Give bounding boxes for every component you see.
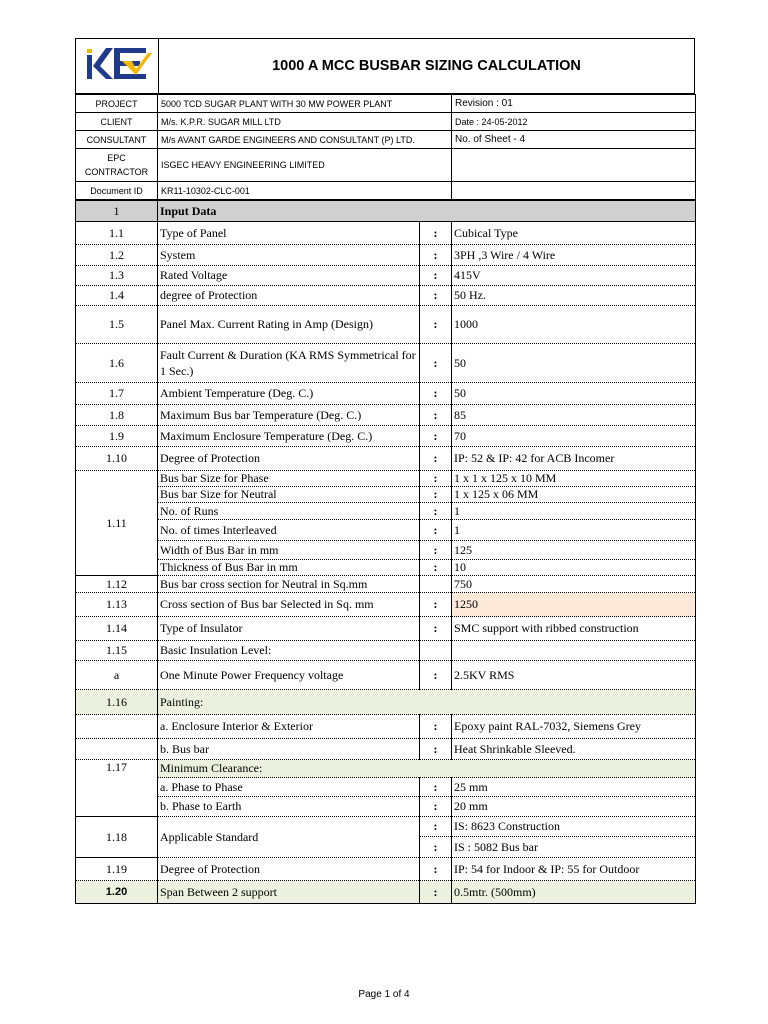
row-number: 1.18: [76, 817, 158, 858]
meta-empty-cell: [452, 182, 696, 200]
row-parameter: Applicable Standard: [158, 817, 420, 858]
epc-label: EPC CONTRACTOR: [76, 149, 158, 182]
row-number: 1.4: [76, 286, 158, 306]
row-parameter: Basic Insulation Level:: [158, 641, 420, 661]
row-parameter: Span Between 2 support: [158, 881, 420, 904]
row-colon: :: [420, 541, 452, 560]
meta-row-project: [76, 95, 696, 113]
row-value: 50 Hz.: [452, 286, 696, 306]
row-parameter: Panel Max. Current Rating in Amp (Design): [158, 306, 420, 344]
table-row: [76, 858, 696, 881]
row-parameter: Painting:: [158, 690, 696, 715]
row-value: 1: [452, 503, 696, 520]
row-parameter: Fault Current & Duration (KA RMS Symmetrical for 1 Sec.): [158, 344, 420, 383]
row-value: 125: [452, 541, 696, 560]
table-row: [76, 426, 696, 447]
row-value: 3PH ,3 Wire / 4 Wire: [452, 245, 696, 266]
table-row: [76, 641, 696, 661]
row-number: 1.10: [76, 447, 158, 471]
row-value: Heat Shrinkable Sleeved.: [452, 739, 696, 760]
row-value-highlighted: 1250: [452, 593, 696, 617]
row-number: 1.17: [76, 760, 158, 817]
date-text: Date : 24-05-2012: [452, 113, 696, 131]
row-number: 1.1: [76, 222, 158, 245]
row-colon: :: [420, 817, 452, 837]
meta-row-consultant: [76, 131, 696, 149]
row-number: 1.15: [76, 641, 158, 661]
row-colon: :: [420, 286, 452, 306]
row-colon: :: [420, 471, 452, 487]
table-row: [76, 593, 696, 617]
page-number: Page 1 of 4: [358, 989, 410, 1000]
row-parameter: degree of Protection: [158, 286, 420, 306]
input-data-table: [75, 200, 696, 904]
client-label: CLIENT: [76, 113, 158, 131]
row-number: 1.16: [76, 690, 158, 715]
row-colon: :: [420, 881, 452, 904]
company-logo: [76, 39, 159, 93]
row-parameter: Rated Voltage: [158, 266, 420, 286]
row-value: 0.5mtr. (500mm): [452, 881, 696, 904]
table-row: [76, 503, 696, 520]
row-number: 1.19: [76, 858, 158, 881]
row-colon: :: [420, 266, 452, 286]
row-number: 1.13: [76, 593, 158, 617]
row-value-empty: [452, 641, 696, 661]
row-value: 2.5KV RMS: [452, 661, 696, 690]
table-row: [76, 778, 696, 797]
row-value: Cubical Type: [452, 222, 696, 245]
row-colon: :: [420, 778, 452, 797]
row-number: 1.12: [76, 576, 158, 593]
table-row: [76, 690, 696, 715]
row-parameter: b. Bus bar: [158, 739, 420, 760]
table-row: [76, 266, 696, 286]
row-colon: :: [420, 560, 452, 576]
row-parameter: Degree of Protection: [158, 858, 420, 881]
row-value: 750: [452, 576, 696, 593]
row-parameter: Bus bar Size for Phase: [158, 471, 420, 487]
row-colon: :: [420, 715, 452, 739]
row-value: 415V: [452, 266, 696, 286]
row-parameter: System: [158, 245, 420, 266]
row-colon-empty: [420, 576, 452, 593]
row-value: 20 mm: [452, 797, 696, 817]
row-number: 1.9: [76, 426, 158, 447]
meta-empty-cell: [452, 149, 696, 182]
row-parameter: b. Phase to Earth: [158, 797, 420, 817]
row-parameter: a. Phase to Phase: [158, 778, 420, 797]
row-value: 1 x 125 x 06 MM: [452, 487, 696, 503]
row-value: 1: [452, 520, 696, 541]
table-row: [76, 715, 696, 739]
document-title: 1000 A MCC BUSBAR SIZING CALCULATION: [272, 58, 581, 74]
section-number: 1: [76, 201, 158, 222]
row-parameter: One Minute Power Frequency voltage: [158, 661, 420, 690]
row-colon: :: [420, 661, 452, 690]
document-header: [75, 38, 695, 94]
meta-row-docid: [76, 182, 696, 200]
client-value: M/s. K.P.R. SUGAR MILL LTD: [158, 113, 452, 131]
row-number: 1.14: [76, 617, 158, 641]
row-value: IP: 54 for Indoor & IP: 55 for Outdoor: [452, 858, 696, 881]
row-number: 1.11: [76, 471, 158, 576]
row-parameter: Type of Panel: [158, 222, 420, 245]
row-colon: :: [420, 837, 452, 858]
row-value: 50: [452, 344, 696, 383]
table-row: [76, 383, 696, 405]
consultant-label: CONSULTANT: [76, 131, 158, 149]
row-number: 1.8: [76, 405, 158, 426]
epc-value: ISGEC HEAVY ENGINEERING LIMITED: [158, 149, 452, 182]
consultant-value: M/s AVANT GARDE ENGINEERS AND CONSULTANT (P) LTD.: [158, 131, 452, 149]
table-row: [76, 797, 696, 817]
row-value: 50: [452, 383, 696, 405]
table-row: [76, 306, 696, 344]
row-parameter: Thickness of Bus Bar in mm: [158, 560, 420, 576]
row-number: 1.5: [76, 306, 158, 344]
row-parameter: Minimum Clearance:: [158, 760, 696, 778]
row-colon: :: [420, 222, 452, 245]
row-number: a: [76, 661, 158, 690]
row-value: 1000: [452, 306, 696, 344]
project-meta-table: [75, 94, 696, 200]
table-row: [76, 760, 696, 778]
row-number: 1.7: [76, 383, 158, 405]
revision-text: Revision : 01: [452, 95, 696, 113]
row-value: 70: [452, 426, 696, 447]
row-colon: :: [420, 617, 452, 641]
table-row: [76, 881, 696, 904]
row-value: 10: [452, 560, 696, 576]
table-row: [76, 471, 696, 487]
row-number: 1.6: [76, 344, 158, 383]
row-value: 1 x 1 x 125 x 10 MM: [452, 471, 696, 487]
table-row: [76, 405, 696, 426]
table-row: [76, 817, 696, 837]
table-row: [76, 222, 696, 245]
row-colon: :: [420, 593, 452, 617]
row-parameter: Maximum Enclosure Temperature (Deg. C.): [158, 426, 420, 447]
row-parameter: Maximum Bus bar Temperature (Deg. C.): [158, 405, 420, 426]
row-colon: :: [420, 306, 452, 344]
row-number-empty: [76, 715, 158, 739]
table-row: [76, 520, 696, 541]
row-number: 1.2: [76, 245, 158, 266]
table-row: [76, 245, 696, 266]
row-colon: :: [420, 739, 452, 760]
row-parameter: Bus bar Size for Neutral: [158, 487, 420, 503]
row-colon-empty: [420, 641, 452, 661]
row-parameter: Bus bar cross section for Neutral in Sq.mm: [158, 576, 420, 593]
row-value: Epoxy paint RAL-7032, Siemens Grey: [452, 715, 696, 739]
table-row: [76, 617, 696, 641]
table-row: [76, 344, 696, 383]
row-value: 25 mm: [452, 778, 696, 797]
row-value: IS: 8623 Construction: [452, 817, 696, 837]
row-number: 1.20: [76, 881, 158, 904]
row-parameter: No. of Runs: [158, 503, 420, 520]
row-colon: :: [420, 520, 452, 541]
row-number-empty: [76, 739, 158, 760]
row-parameter: a. Enclosure Interior & Exterior: [158, 715, 420, 739]
row-colon: :: [420, 383, 452, 405]
table-row: [76, 560, 696, 576]
table-row: [76, 447, 696, 471]
row-parameter: Type of Insulator: [158, 617, 420, 641]
table-row: [76, 576, 696, 593]
row-number: 1.3: [76, 266, 158, 286]
row-colon: :: [420, 426, 452, 447]
section-header-row: [76, 201, 696, 222]
row-parameter: No. of times Interleaved: [158, 520, 420, 541]
project-label: PROJECT: [76, 95, 158, 113]
docid-label: Document ID: [76, 182, 158, 200]
section-title: Input Data: [158, 201, 696, 222]
row-value: SMC support with ribbed construction: [452, 617, 696, 641]
meta-row-epc: [76, 149, 696, 182]
row-colon: :: [420, 344, 452, 383]
row-value: IS : 5082 Bus bar: [452, 837, 696, 858]
table-row: [76, 487, 696, 503]
project-value: 5000 TCD SUGAR PLANT WITH 30 MW POWER PLANT: [158, 95, 452, 113]
row-colon: :: [420, 405, 452, 426]
sheet-count-text: No. of Sheet - 4: [452, 131, 696, 149]
table-row: [76, 739, 696, 760]
row-colon: :: [420, 503, 452, 520]
table-row: [76, 661, 696, 690]
row-value: IP: 52 & IP: 42 for ACB Incomer: [452, 447, 696, 471]
row-colon: :: [420, 447, 452, 471]
table-row: [76, 541, 696, 560]
row-colon: :: [420, 245, 452, 266]
row-parameter: Ambient Temperature (Deg. C.): [158, 383, 420, 405]
table-row: [76, 286, 696, 306]
calculation-sheet: [75, 38, 695, 904]
row-parameter: Width of Bus Bar in mm: [158, 541, 420, 560]
row-colon: :: [420, 487, 452, 503]
row-value: 85: [452, 405, 696, 426]
row-colon: :: [420, 858, 452, 881]
docid-value: KR11-10302-CLC-001: [158, 182, 452, 200]
row-colon: :: [420, 797, 452, 817]
meta-row-client: [76, 113, 696, 131]
row-parameter: Cross section of Bus bar Selected in Sq. mm: [158, 593, 420, 617]
row-parameter: Degree of Protection: [158, 447, 420, 471]
